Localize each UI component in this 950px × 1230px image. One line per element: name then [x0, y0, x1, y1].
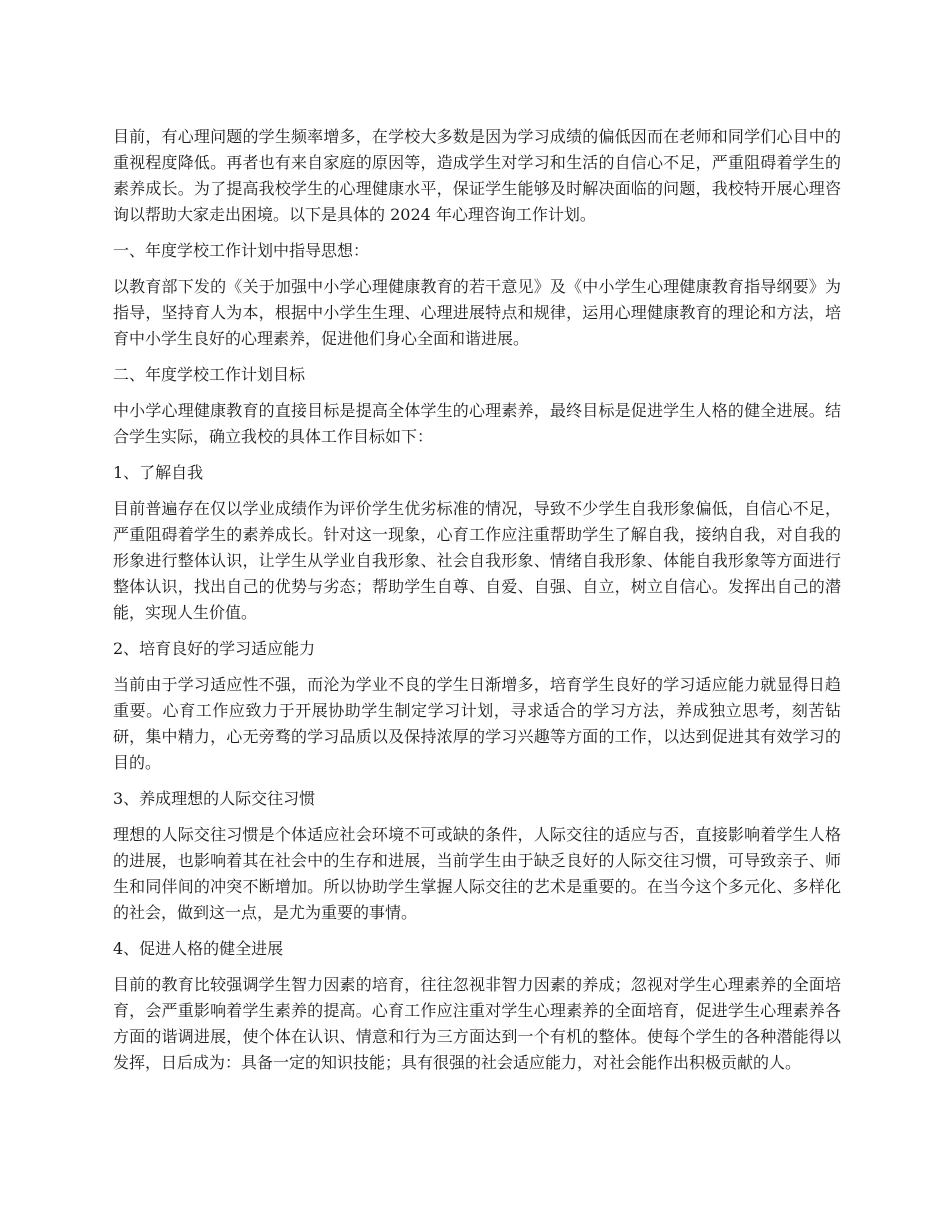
- document-body: [113, 124, 841, 1086]
- guiding-ideology-paragraph: 以教育部下发的《关于加强中小学心理健康教育的若干意见》及《中小学生心理健康教育指导纲要》为指导，坚持育人为本，根据中小学生生理、心理进展特点和规律，运用心理健康教育的理论和方法，培育中小学生良好的心理素养，促进他们身心全面和谐进展。: [113, 277, 841, 348]
- interpersonal-habits-paragraph: 理想的人际交往习惯是个体适应社会环境不可或缺的条件，人际交往的适应与否，直接影响着学生人格的进展，也影响着其在社会中的生存和进展，当前学生由于缺乏良好的人际交往习惯，可导致亲子、师生和同伴间的冲突不断增加。所以协助学生掌握人际交往的艺术是重要的。在当今这个多元化、多样化的社会，做到这一点，是尤为重要的事情。: [113, 825, 841, 922]
- understand-self-paragraph: 目前普遍存在仅以学业成绩作为评价学生优劣标准的情况，导致不少学生自我形象偏低，自信心不足，严重阻碍着学生的素养成长。针对这一现象，心育工作应注重帮助学生了解自我，接纳自我，对自我的形象进行整体认识，让学生从学业自我形象、社会自我形象、情绪自我形象、体能自我形象等方面进行整体认识，找出自己的优势与劣态；帮助学生自尊、自爱、自强、自立，树立自信心。发挥出自己的潜能，实现人生价值。: [113, 499, 841, 622]
- intro-paragraph: 目前，有心理问题的学生频率增多，在学校大多数是因为学习成绩的偏低因而在老师和同学们心目中的重视程度降低。再者也有来自家庭的原因等，造成学生对学习和生活的自信心不足，严重阻碍着学生的素养成长。为了提高我校学生的心理健康水平，保证学生能够及时解决面临的问题，我校特开展心理咨询以帮助大家走出困境。以下是具体的 2024 年心理咨询工作计划。: [113, 127, 841, 224]
- learning-adaptability-paragraph: 当前由于学习适应性不强，而沦为学业不良的学生日渐增多，培育学生良好的学习适应能力就显得日趋重要。心育工作应致力于开展协助学生制定学习计划，寻求适合的学习方法，养成独立思考，刻苦钻研，集中精力，心无旁骛的学习品质以及保持浓厚的学习兴趣等方面的工作，以达到促进其有效学习的目的。: [113, 675, 841, 772]
- subheading-personality-development: 4、促进人格的健全进展: [113, 939, 284, 958]
- subheading-learning-adaptability: 2、培育良好的学习适应能力: [113, 639, 316, 658]
- subheading-interpersonal-habits: 3、养成理想的人际交往习惯: [113, 789, 316, 808]
- personality-development-paragraph: 目前的教育比较强调学生智力因素的培育，往往忽视非智力因素的养成；忽视对学生心理素养的全面培育，会严重影响着学生素养的提高。心育工作应注重对学生心理素养的全面培育，促进学生心理素养各方面的谐调进展，使个体在认识、情意和行为三方面达到一个有机的整体。使每个学生的各种潜能得以发挥，日后成为：具备一定的知识技能；具有很强的社会适应能力，对社会能作出积极贡献的人。: [113, 975, 841, 1072]
- subheading-understand-self: 1、了解自我: [113, 463, 204, 482]
- goals-paragraph: 中小学心理健康教育的直接目标是提高全体学生的心理素养，最终目标是促进学生人格的健全进展。结合学生实际，确立我校的具体工作目标如下：: [113, 401, 841, 446]
- section-heading-goals: 二、年度学校工作计划目标: [113, 365, 306, 384]
- section-heading-guiding-ideology: 一、年度学校工作计划中指导思想：: [113, 241, 370, 260]
